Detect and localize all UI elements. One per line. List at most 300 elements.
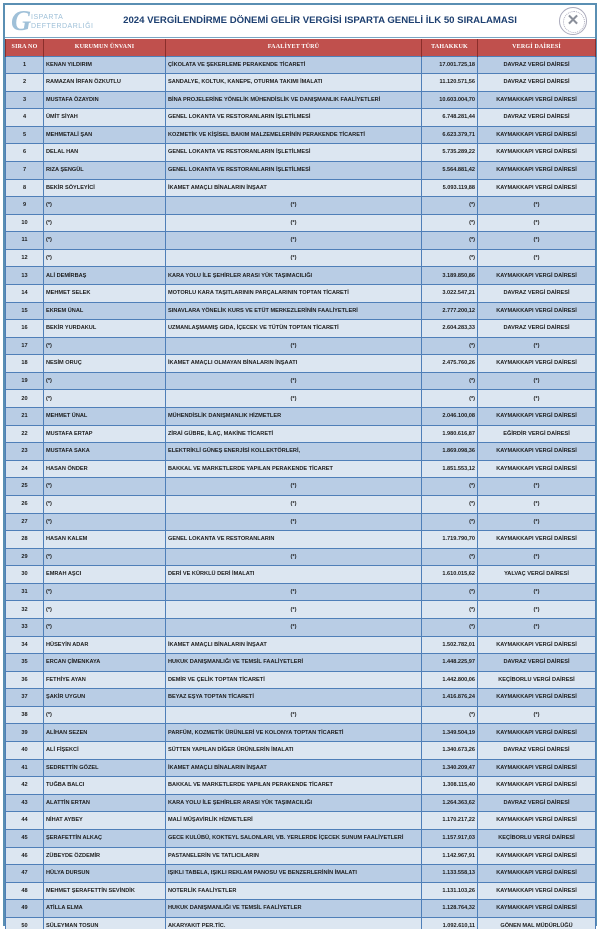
table-row bbox=[6, 408, 596, 426]
cell-rank: 22 bbox=[6, 425, 44, 443]
cell-amount: (*) bbox=[422, 197, 478, 215]
cell-amount: (*) bbox=[422, 706, 478, 724]
table-row bbox=[6, 671, 596, 689]
cell-activity: (*) bbox=[166, 619, 422, 637]
cell-activity: (*) bbox=[166, 601, 422, 619]
cell-office: (*) bbox=[478, 706, 596, 724]
cell-amount: 1.340.209,47 bbox=[422, 759, 478, 777]
cell-rank: 1 bbox=[6, 56, 44, 74]
cell-rank: 25 bbox=[6, 478, 44, 496]
table-row bbox=[6, 882, 596, 900]
cell-rank: 50 bbox=[6, 917, 44, 929]
cell-rank: 9 bbox=[6, 197, 44, 215]
cell-rank: 34 bbox=[6, 636, 44, 654]
cell-office: (*) bbox=[478, 232, 596, 250]
table-row bbox=[6, 161, 596, 179]
cell-amount: (*) bbox=[422, 249, 478, 267]
cell-name: (*) bbox=[44, 601, 166, 619]
cell-activity: NOTERLİK FAALİYETLER bbox=[166, 882, 422, 900]
cell-office: GÖNEN MAL MÜDÜRLÜĞÜ bbox=[478, 917, 596, 929]
cell-name: ALİHAN SEZEN bbox=[44, 724, 166, 742]
cell-activity: DEMİR VE ÇELİK TOPTAN TİCARETİ bbox=[166, 671, 422, 689]
cell-name: HÜSEYİN ADAR bbox=[44, 636, 166, 654]
cell-amount: (*) bbox=[422, 548, 478, 566]
cell-name: NİHAT AYBEY bbox=[44, 812, 166, 830]
cell-office: KAYMAKKAPI VERGİ DAİRESİ bbox=[478, 267, 596, 285]
table-row bbox=[6, 548, 596, 566]
cell-amount: 17.001.725,18 bbox=[422, 56, 478, 74]
cell-activity: (*) bbox=[166, 232, 422, 250]
logo-g-icon: G bbox=[11, 6, 32, 37]
cell-amount: 2.604.283,33 bbox=[422, 320, 478, 338]
cell-rank: 39 bbox=[6, 724, 44, 742]
cell-amount: (*) bbox=[422, 372, 478, 390]
cell-activity: (*) bbox=[166, 478, 422, 496]
table-header-row bbox=[6, 39, 596, 56]
cell-rank: 16 bbox=[6, 320, 44, 338]
cell-amount: 1.142.967,91 bbox=[422, 847, 478, 865]
cell-name: (*) bbox=[44, 513, 166, 531]
cell-name: HASAN ÖNDER bbox=[44, 460, 166, 478]
table-row bbox=[6, 583, 596, 601]
table-row bbox=[6, 706, 596, 724]
cell-office: (*) bbox=[478, 390, 596, 408]
cell-name: BEKİR YURDAKUL bbox=[44, 320, 166, 338]
table-row bbox=[6, 601, 596, 619]
cell-activity: (*) bbox=[166, 706, 422, 724]
cell-name: (*) bbox=[44, 249, 166, 267]
cell-office: KAYMAKKAPI VERGİ DAİRESİ bbox=[478, 179, 596, 197]
cell-office: (*) bbox=[478, 495, 596, 513]
table-row bbox=[6, 566, 596, 584]
cell-amount: 1.610.015,62 bbox=[422, 566, 478, 584]
cell-rank: 8 bbox=[6, 179, 44, 197]
table-row bbox=[6, 302, 596, 320]
table-row bbox=[6, 390, 596, 408]
cell-name: DELAL HAN bbox=[44, 144, 166, 162]
cell-name: (*) bbox=[44, 390, 166, 408]
cell-activity: MÜHENDİSLİK DANIŞMANLIK HİZMETLER bbox=[166, 408, 422, 426]
cell-rank: 45 bbox=[6, 829, 44, 847]
cell-activity: ELEKTRİKLİ GÜNEŞ ENERJİSİ KOLLEKTÖRLERİ, bbox=[166, 443, 422, 461]
defterdarlik-logo bbox=[9, 8, 99, 36]
cell-activity: (*) bbox=[166, 372, 422, 390]
table-body bbox=[6, 56, 596, 929]
cell-name: MEHMET ÜNAL bbox=[44, 408, 166, 426]
cell-name: MEHMET SELEK bbox=[44, 285, 166, 303]
cell-rank: 43 bbox=[6, 794, 44, 812]
cell-activity: (*) bbox=[166, 513, 422, 531]
cell-name: (*) bbox=[44, 495, 166, 513]
cell-amount: 1.448.225,97 bbox=[422, 654, 478, 672]
table-row bbox=[6, 372, 596, 390]
cell-rank: 14 bbox=[6, 285, 44, 303]
table-row bbox=[6, 144, 596, 162]
cell-amount: 1.851.553,12 bbox=[422, 460, 478, 478]
cell-office: KAYMAKKAPI VERGİ DAİRESİ bbox=[478, 531, 596, 549]
cell-rank: 24 bbox=[6, 460, 44, 478]
cell-amount: (*) bbox=[422, 583, 478, 601]
col-header-name: KURUMUN ÜNVANI bbox=[44, 39, 166, 56]
table-row bbox=[6, 759, 596, 777]
cell-office: KAYMAKKAPI VERGİ DAİRESİ bbox=[478, 777, 596, 795]
table-row bbox=[6, 232, 596, 250]
cell-name: SÜLEYMAN TOSUN bbox=[44, 917, 166, 929]
cell-office: (*) bbox=[478, 513, 596, 531]
col-header-office: VERGİ DAİRESİ bbox=[478, 39, 596, 56]
cell-office: KAYMAKKAPI VERGİ DAİRESİ bbox=[478, 882, 596, 900]
cell-rank: 20 bbox=[6, 390, 44, 408]
cell-rank: 15 bbox=[6, 302, 44, 320]
table-row bbox=[6, 320, 596, 338]
cell-activity: GENEL LOKANTA VE RESTORANLARIN İŞLETİLMESİ bbox=[166, 109, 422, 127]
cell-rank: 31 bbox=[6, 583, 44, 601]
cell-amount: 1.442.800,06 bbox=[422, 671, 478, 689]
cell-activity: HUKUK DANIŞMANLIĞI VE TEMSİL FAALİYETLER bbox=[166, 900, 422, 918]
cell-name: (*) bbox=[44, 619, 166, 637]
cell-name: TUĞBA BALCI bbox=[44, 777, 166, 795]
cell-name: ALİ DEMİRBAŞ bbox=[44, 267, 166, 285]
cell-office: KAYMAKKAPI VERGİ DAİRESİ bbox=[478, 847, 596, 865]
cell-name: MUSTAFA SAKA bbox=[44, 443, 166, 461]
table-row bbox=[6, 495, 596, 513]
cell-rank: 26 bbox=[6, 495, 44, 513]
table-row bbox=[6, 285, 596, 303]
cell-rank: 46 bbox=[6, 847, 44, 865]
cell-rank: 27 bbox=[6, 513, 44, 531]
cell-rank: 32 bbox=[6, 601, 44, 619]
cell-office: KAYMAKKAPI VERGİ DAİRESİ bbox=[478, 161, 596, 179]
cell-office: (*) bbox=[478, 197, 596, 215]
cell-office: (*) bbox=[478, 619, 596, 637]
cell-activity: İKAMET AMAÇLI BİNALARIN İNŞAAT bbox=[166, 636, 422, 654]
cell-amount: 1.264.363,62 bbox=[422, 794, 478, 812]
cell-amount: 2.475.760,26 bbox=[422, 355, 478, 373]
cell-name: SEDRETTİN GÖZEL bbox=[44, 759, 166, 777]
cell-office: KAYMAKKAPI VERGİ DAİRESİ bbox=[478, 460, 596, 478]
cell-office: DAVRAZ VERGİ DAİRESİ bbox=[478, 74, 596, 92]
table-row bbox=[6, 425, 596, 443]
cell-rank: 10 bbox=[6, 214, 44, 232]
cell-office: KAYMAKKAPI VERGİ DAİRESİ bbox=[478, 126, 596, 144]
cell-office: KAYMAKKAPI VERGİ DAİRESİ bbox=[478, 144, 596, 162]
cell-name: ERCAN ÇİMENKAYA bbox=[44, 654, 166, 672]
cell-rank: 21 bbox=[6, 408, 44, 426]
cell-rank: 47 bbox=[6, 865, 44, 883]
cell-name: NESİM ORUÇ bbox=[44, 355, 166, 373]
cell-activity: ÇİKOLATA VE ŞEKERLEME PERAKENDE TİCARETİ bbox=[166, 56, 422, 74]
cell-amount: 1.092.610,11 bbox=[422, 917, 478, 929]
cell-activity: BEYAZ EŞYA TOPTAN TİCARETİ bbox=[166, 689, 422, 707]
cell-activity: HUKUK DANIŞMANLIĞI VE TEMSİL FAALİYETLERİ bbox=[166, 654, 422, 672]
cell-office: (*) bbox=[478, 372, 596, 390]
cell-activity: (*) bbox=[166, 390, 422, 408]
cell-office: KAYMAKKAPI VERGİ DAİRESİ bbox=[478, 408, 596, 426]
cell-amount: 1.157.917,03 bbox=[422, 829, 478, 847]
cell-amount: (*) bbox=[422, 232, 478, 250]
cell-office: (*) bbox=[478, 548, 596, 566]
cell-name: HASAN KALEM bbox=[44, 531, 166, 549]
cell-activity: SANDALYE, KOLTUK, KANEPE, OTURMA TAKIMI İMALATI bbox=[166, 74, 422, 92]
cell-amount: 1.719.790,70 bbox=[422, 531, 478, 549]
cell-rank: 29 bbox=[6, 548, 44, 566]
table-row bbox=[6, 249, 596, 267]
cell-amount: 3.022.547,21 bbox=[422, 285, 478, 303]
table-row bbox=[6, 443, 596, 461]
cell-rank: 42 bbox=[6, 777, 44, 795]
document-frame bbox=[3, 3, 597, 929]
cell-amount: 2.046.100,08 bbox=[422, 408, 478, 426]
cell-name: ATİLLA ELMA bbox=[44, 900, 166, 918]
cell-office: KAYMAKKAPI VERGİ DAİRESİ bbox=[478, 759, 596, 777]
cell-rank: 41 bbox=[6, 759, 44, 777]
cell-rank: 40 bbox=[6, 742, 44, 760]
cell-activity: (*) bbox=[166, 249, 422, 267]
cell-activity: BİNA PROJELERİNE YÖNELİK MÜHENDİSLİK VE DANIŞMANLIK FAALİYETLERİ bbox=[166, 91, 422, 109]
cell-name: ŞAKİR UYGUN bbox=[44, 689, 166, 707]
cell-office: KAYMAKKAPI VERGİ DAİRESİ bbox=[478, 443, 596, 461]
table-row bbox=[6, 917, 596, 929]
cell-activity: SINAVLARA YÖNELİK KURS VE ETÜT MERKEZLERİNİN FAALİYETLERİ bbox=[166, 302, 422, 320]
ministry-seal-icon: ✕ bbox=[559, 7, 587, 35]
table-row bbox=[6, 56, 596, 74]
cell-office: DAVRAZ VERGİ DAİRESİ bbox=[478, 742, 596, 760]
cell-office: DAVRAZ VERGİ DAİRESİ bbox=[478, 56, 596, 74]
cell-amount: (*) bbox=[422, 513, 478, 531]
cell-name: (*) bbox=[44, 214, 166, 232]
cell-rank: 11 bbox=[6, 232, 44, 250]
cell-rank: 13 bbox=[6, 267, 44, 285]
cell-name: BEKİR SÖYLEYİCİ bbox=[44, 179, 166, 197]
cell-amount: (*) bbox=[422, 601, 478, 619]
cell-office: KAYMAKKAPI VERGİ DAİRESİ bbox=[478, 302, 596, 320]
cell-activity: GENEL LOKANTA VE RESTORANLARIN İŞLETİLMESİ bbox=[166, 161, 422, 179]
cell-amount: (*) bbox=[422, 337, 478, 355]
table-row bbox=[6, 829, 596, 847]
cell-activity: (*) bbox=[166, 495, 422, 513]
cell-rank: 6 bbox=[6, 144, 44, 162]
cell-amount: 2.777.200,12 bbox=[422, 302, 478, 320]
table-row bbox=[6, 337, 596, 355]
cell-office: EĞİRDİR VERGİ DAİRESİ bbox=[478, 425, 596, 443]
cell-office: DAVRAZ VERGİ DAİRESİ bbox=[478, 320, 596, 338]
table-row bbox=[6, 689, 596, 707]
cell-amount: (*) bbox=[422, 214, 478, 232]
table-row bbox=[6, 619, 596, 637]
cell-amount: 5.564.881,42 bbox=[422, 161, 478, 179]
cell-activity: (*) bbox=[166, 214, 422, 232]
cell-name: ZÜBEYDE ÖZDEMİR bbox=[44, 847, 166, 865]
cell-amount: 6.623.379,71 bbox=[422, 126, 478, 144]
cell-office: DAVRAZ VERGİ DAİRESİ bbox=[478, 794, 596, 812]
cell-activity: KOZMETİK VE KİŞİSEL BAKIM MALZEMELERİNİN PERAKENDE TİCARETİ bbox=[166, 126, 422, 144]
cell-name: EKREM ÜNAL bbox=[44, 302, 166, 320]
cell-activity: (*) bbox=[166, 583, 422, 601]
cell-activity: İKAMET AMAÇLI BİNALARIN İNŞAAT bbox=[166, 179, 422, 197]
cell-amount: 1.170.217,22 bbox=[422, 812, 478, 830]
cell-activity: DERİ VE KÜRKLÜ DERİ İMALATI bbox=[166, 566, 422, 584]
cell-office: KAYMAKKAPI VERGİ DAİRESİ bbox=[478, 724, 596, 742]
cell-rank: 18 bbox=[6, 355, 44, 373]
cell-office: DAVRAZ VERGİ DAİRESİ bbox=[478, 654, 596, 672]
cell-activity: İKAMET AMAÇLI BİNALARIN İNŞAAT bbox=[166, 759, 422, 777]
cell-office: KAYMAKKAPI VERGİ DAİRESİ bbox=[478, 865, 596, 883]
cell-name: EMRAH AŞCI bbox=[44, 566, 166, 584]
cell-activity: SÜTTEN YAPILAN DİĞER ÜRÜNLERİN İMALATI bbox=[166, 742, 422, 760]
cell-activity: KARA YOLU İLE ŞEHİRLER ARASI YÜK TAŞIMACILIĞI bbox=[166, 267, 422, 285]
table-row bbox=[6, 91, 596, 109]
table-row bbox=[6, 777, 596, 795]
cell-office: (*) bbox=[478, 337, 596, 355]
cell-office: KAYMAKKAPI VERGİ DAİRESİ bbox=[478, 812, 596, 830]
cell-office: KEÇİBORLU VERGİ DAİRESİ bbox=[478, 829, 596, 847]
cell-office: KAYMAKKAPI VERGİ DAİRESİ bbox=[478, 636, 596, 654]
cell-name: MEHMET ŞERAFETTİN SEVİNDİK bbox=[44, 882, 166, 900]
cell-name: MEHMETALİ ŞAN bbox=[44, 126, 166, 144]
table-row bbox=[6, 531, 596, 549]
cell-rank: 23 bbox=[6, 443, 44, 461]
cell-name: (*) bbox=[44, 197, 166, 215]
cell-office: KAYMAKKAPI VERGİ DAİRESİ bbox=[478, 355, 596, 373]
cell-rank: 48 bbox=[6, 882, 44, 900]
cell-rank: 37 bbox=[6, 689, 44, 707]
cell-amount: 1.869.098,36 bbox=[422, 443, 478, 461]
cell-rank: 12 bbox=[6, 249, 44, 267]
cell-activity: KARA YOLU İLE ŞEHİRLER ARASI YÜK TAŞIMACILIĞI bbox=[166, 794, 422, 812]
cell-activity: AKARYAKIT PER.TİC. bbox=[166, 917, 422, 929]
cell-amount: 5.093.119,88 bbox=[422, 179, 478, 197]
cell-activity: UZMANLAŞMAMIŞ GIDA, İÇECEK VE TÜTÜN TOPTAN TİCARETİ bbox=[166, 320, 422, 338]
cell-amount: 3.189.850,86 bbox=[422, 267, 478, 285]
ranking-table bbox=[5, 39, 596, 929]
table-row bbox=[6, 847, 596, 865]
table-row bbox=[6, 109, 596, 127]
cell-office: KAYMAKKAPI VERGİ DAİRESİ bbox=[478, 91, 596, 109]
cell-amount: 1.502.782,01 bbox=[422, 636, 478, 654]
cell-name: (*) bbox=[44, 232, 166, 250]
cell-activity: (*) bbox=[166, 337, 422, 355]
cell-rank: 17 bbox=[6, 337, 44, 355]
cell-activity: BAKKAL VE MARKETLERDE YAPILAN PERAKENDE TİCARET bbox=[166, 460, 422, 478]
cell-amount: (*) bbox=[422, 495, 478, 513]
cell-amount: (*) bbox=[422, 390, 478, 408]
table-row bbox=[6, 724, 596, 742]
cell-activity: BAKKAL VE MARKETLERDE YAPILAN PERAKENDE TİCARET bbox=[166, 777, 422, 795]
cell-activity: (*) bbox=[166, 197, 422, 215]
cell-name: FETHİYE AYAN bbox=[44, 671, 166, 689]
cell-amount: 1.340.673,26 bbox=[422, 742, 478, 760]
table-row bbox=[6, 636, 596, 654]
cell-rank: 33 bbox=[6, 619, 44, 637]
cell-activity: PASTANELERİN VE TATLICILARIN bbox=[166, 847, 422, 865]
cell-amount: 11.120.571,56 bbox=[422, 74, 478, 92]
table-row bbox=[6, 460, 596, 478]
cell-activity: MALİ MÜŞAVİRLİK HİZMETLERİ bbox=[166, 812, 422, 830]
cell-name: ALİ FİŞEKCİ bbox=[44, 742, 166, 760]
cell-rank: 7 bbox=[6, 161, 44, 179]
cell-amount: 1.308.115,40 bbox=[422, 777, 478, 795]
cell-office: (*) bbox=[478, 601, 596, 619]
table-row bbox=[6, 74, 596, 92]
cell-name: KENAN YILDIRIM bbox=[44, 56, 166, 74]
cell-name: RIZA ŞENGÜL bbox=[44, 161, 166, 179]
cell-amount: 1.133.558,13 bbox=[422, 865, 478, 883]
cell-amount: 1.128.764,32 bbox=[422, 900, 478, 918]
cell-office: (*) bbox=[478, 583, 596, 601]
cell-amount: 1.416.876,24 bbox=[422, 689, 478, 707]
cell-rank: 19 bbox=[6, 372, 44, 390]
table-row bbox=[6, 214, 596, 232]
cell-activity: ZİRAİ GÜBRE, İLAÇ, MAKİNE TİCARETİ bbox=[166, 425, 422, 443]
table-row bbox=[6, 794, 596, 812]
table-row bbox=[6, 478, 596, 496]
document-header bbox=[5, 5, 595, 38]
cell-amount: 1.131.103,26 bbox=[422, 882, 478, 900]
cell-rank: 30 bbox=[6, 566, 44, 584]
cell-activity: GENEL LOKANTA VE RESTORANLARIN bbox=[166, 531, 422, 549]
cell-rank: 44 bbox=[6, 812, 44, 830]
table-row bbox=[6, 865, 596, 883]
cell-office: (*) bbox=[478, 249, 596, 267]
cell-rank: 49 bbox=[6, 900, 44, 918]
table-row bbox=[6, 654, 596, 672]
cell-name: ALATTİN ERTAN bbox=[44, 794, 166, 812]
cell-amount: 1.980.616,87 bbox=[422, 425, 478, 443]
cell-name: (*) bbox=[44, 548, 166, 566]
cell-activity: MOTORLU KARA TAŞITLARININ PARÇALARININ TOPTAN TİCARETİ bbox=[166, 285, 422, 303]
cell-rank: 28 bbox=[6, 531, 44, 549]
cell-rank: 2 bbox=[6, 74, 44, 92]
cell-name: RAMAZAN İRFAN ÖZKUTLU bbox=[44, 74, 166, 92]
cell-office: KEÇİBORLU VERGİ DAİRESİ bbox=[478, 671, 596, 689]
cell-activity: (*) bbox=[166, 548, 422, 566]
cell-amount: (*) bbox=[422, 478, 478, 496]
cell-amount: (*) bbox=[422, 619, 478, 637]
cell-name: ÜMİT SİYAH bbox=[44, 109, 166, 127]
cell-office: YALVAÇ VERGİ DAİRESİ bbox=[478, 566, 596, 584]
cell-amount: 1.349.504,19 bbox=[422, 724, 478, 742]
cell-name: HÜLYA DURSUN bbox=[44, 865, 166, 883]
cell-rank: 38 bbox=[6, 706, 44, 724]
cell-name: (*) bbox=[44, 372, 166, 390]
logo-line2: DEFTERDARLIĞI bbox=[31, 23, 94, 30]
table-row bbox=[6, 126, 596, 144]
cell-activity: İKAMET AMAÇLI OLMAYAN BİNALARIN İNŞAATI bbox=[166, 355, 422, 373]
col-header-activity: FAALİYET TÜRÜ bbox=[166, 39, 422, 56]
cell-rank: 5 bbox=[6, 126, 44, 144]
cell-activity: IŞIKLI TABELA, IŞIKLI REKLAM PANOSU VE BENZERLERİNİN İMALATI bbox=[166, 865, 422, 883]
page-title: 2024 VERGİLENDİRME DÖNEMİ GELİR VERGİSİ ISPARTA GENELİ İLK 50 SIRALAMASI bbox=[123, 15, 517, 26]
cell-rank: 4 bbox=[6, 109, 44, 127]
table-row bbox=[6, 513, 596, 531]
table-row bbox=[6, 812, 596, 830]
table-row bbox=[6, 179, 596, 197]
table-row bbox=[6, 742, 596, 760]
cell-office: KAYMAKKAPI VERGİ DAİRESİ bbox=[478, 689, 596, 707]
cell-name: (*) bbox=[44, 337, 166, 355]
col-header-rank: SIRA NO bbox=[6, 39, 44, 56]
cell-rank: 35 bbox=[6, 654, 44, 672]
cell-office: KAYMAKKAPI VERGİ DAİRESİ bbox=[478, 900, 596, 918]
cell-amount: 5.735.289,22 bbox=[422, 144, 478, 162]
cell-name: (*) bbox=[44, 478, 166, 496]
table-row bbox=[6, 900, 596, 918]
cell-office: DAVRAZ VERGİ DAİRESİ bbox=[478, 285, 596, 303]
table-row bbox=[6, 267, 596, 285]
cell-amount: 10.603.004,70 bbox=[422, 91, 478, 109]
cell-name: MUSTAFA ÖZAYDIN bbox=[44, 91, 166, 109]
cell-rank: 3 bbox=[6, 91, 44, 109]
